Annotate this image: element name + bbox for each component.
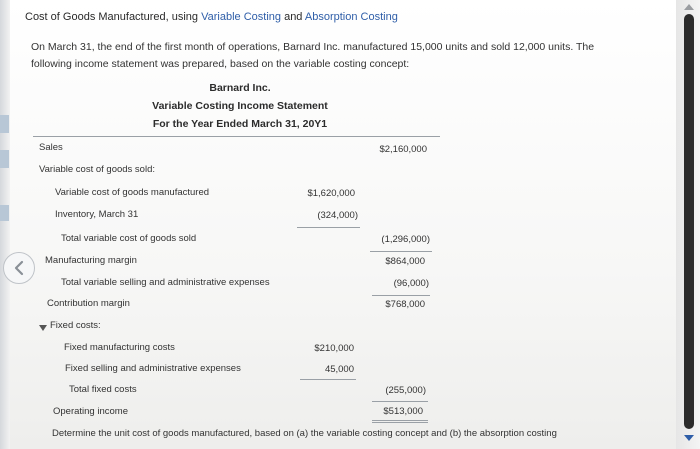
- heading-prefix: Cost of Goods Manufactured, using: [25, 11, 202, 23]
- sga-underline: [372, 295, 430, 296]
- total-fixed-underline: [372, 401, 428, 402]
- edge-mark: [0, 115, 9, 133]
- row-total-fixed-total: (255,000): [385, 385, 426, 396]
- row-contribution-total: $768,000: [385, 299, 425, 310]
- row-mfg-margin-total: $864,000: [385, 256, 425, 267]
- row-inventory-label: Inventory, March 31: [55, 209, 139, 220]
- row-var-cogm-label: Variable cost of goods manufactured: [55, 187, 210, 198]
- row-total-var-cogs-total: (1,296,000): [381, 234, 430, 245]
- intro-line-1: On March 31, the end of the first month of operations, Barnard Inc. manufactured 15,000 units and sold 12,000 units. The: [31, 41, 595, 53]
- inventory-underline: [297, 227, 360, 228]
- chevron-left-icon: [12, 260, 26, 276]
- row-var-sga-label: Total variable selling and administrative expenses: [61, 277, 270, 288]
- edge-mark: [0, 205, 9, 221]
- scroll-up-arrow-icon[interactable]: [684, 4, 694, 10]
- cogs-underline: [370, 251, 432, 252]
- statement-title: Variable Costing Income Statement: [152, 100, 328, 112]
- row-contribution-label: Contribution margin: [47, 298, 130, 309]
- question-text: Determine the unit cost of goods manufactured, based on (a) the variable costing concept and (b) the absorption costing: [52, 428, 557, 439]
- scrollbar-thumb[interactable]: [684, 14, 694, 429]
- row-fixed-mfg-amount: $210,000: [314, 343, 354, 354]
- row-var-cogs-header: Variable cost of goods sold:: [39, 164, 156, 175]
- row-mfg-margin-label: Manufacturing margin: [45, 255, 137, 266]
- left-edge: [0, 0, 10, 449]
- edge-mark: [0, 150, 9, 168]
- row-operating-income-label: Operating income: [53, 406, 128, 417]
- row-operating-income-total: $513,000: [383, 406, 423, 417]
- row-total-fixed-label: Total fixed costs: [69, 384, 137, 395]
- heading-and: and: [281, 11, 305, 23]
- back-button[interactable]: [3, 252, 35, 284]
- row-var-sga-total: (96,000): [393, 278, 429, 289]
- problem-heading: [25, 11, 398, 23]
- row-sales-total: $2,160,000: [379, 144, 427, 155]
- row-total-var-cogs-label: Total variable cost of goods sold: [61, 233, 197, 244]
- row-fixed-header: Fixed costs:: [50, 320, 101, 331]
- cursor-icon: [39, 325, 47, 331]
- header-rule: [33, 136, 440, 137]
- oi-underline-1: [372, 420, 428, 421]
- absorption-costing-link[interactable]: Absorption Costing: [304, 11, 398, 23]
- statement-period: For the Year Ended March 31, 20Y1: [152, 118, 328, 130]
- company-name: Barnard Inc.: [209, 82, 271, 94]
- intro-line-2: following income statement was prepared, based on the variable costing concept:: [31, 58, 410, 70]
- row-fixed-sga-label: Fixed selling and administrative expenses: [65, 363, 241, 374]
- row-fixed-sga-amount: 45,000: [324, 364, 354, 375]
- row-inventory-amount: (324,000): [317, 210, 358, 221]
- fixed-underline: [300, 379, 356, 380]
- row-fixed-mfg-label: Fixed manufacturing costs: [64, 342, 175, 353]
- oi-underline-2: [372, 422, 428, 423]
- variable-costing-link[interactable]: Variable Costing: [201, 11, 282, 23]
- scroll-down-arrow-icon[interactable]: [684, 435, 694, 441]
- row-var-cogm-amount: $1,620,000: [307, 188, 355, 199]
- row-sales-label: Sales: [39, 142, 63, 153]
